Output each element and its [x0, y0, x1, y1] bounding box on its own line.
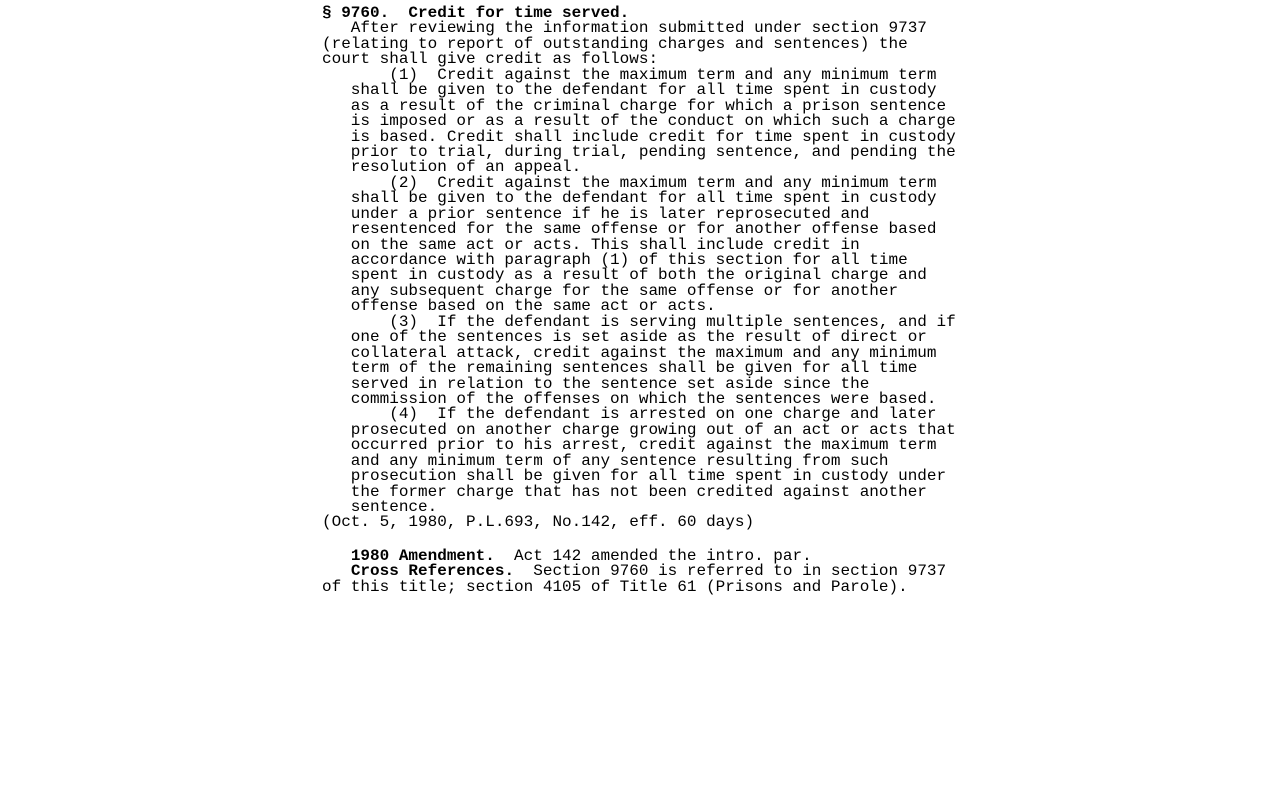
- cross-references-label: Cross References.: [350, 562, 515, 581]
- amendment-label: 1980 Amendment.: [350, 546, 495, 565]
- paragraph-line: prior to trial, during trial, pending sentence, and pending the: [322, 142, 956, 161]
- paragraph-line: resolution of an appeal.: [322, 158, 582, 177]
- paragraph-2: [322, 173, 982, 316]
- section-heading: § 9760. Credit for time served.: [322, 4, 630, 22]
- paragraph-line: under a prior sentence if he is later reprosecuted and: [322, 204, 870, 223]
- paragraph-line: (4) If the defendant is arrested on one charge and later: [322, 405, 937, 424]
- intro-line: court shall give credit as follows:: [322, 50, 659, 69]
- paragraph-line: accordance with paragraph (1) of this section for all time: [322, 251, 908, 269]
- paragraph-line: prosecution shall be given for all time spent in custody under: [322, 467, 947, 486]
- statute-document: [322, 6, 982, 595]
- paragraph-line: commission of the offenses on which the sentences were based.: [322, 389, 937, 408]
- intro-line: (relating to report of outstanding charges and sentences) the: [322, 34, 908, 53]
- paragraph-line: the former charge that has not been credited against another: [322, 482, 927, 501]
- paragraph-line: and any minimum term of any sentence resulting from such: [322, 451, 889, 470]
- intro-line: After reviewing the information submitted under section 9737: [322, 19, 927, 38]
- paragraph-line: on the same act or acts. This shall include credit in: [322, 235, 860, 254]
- cross-references-text: Section 9760 is referred to in section 9737: [514, 562, 947, 581]
- paragraph-line: collateral attack, credit against the maximum and any minimum: [322, 343, 937, 362]
- paragraph-line: spent in custody as a result of both the original charge and: [322, 266, 927, 285]
- paragraph-line: shall be given to the defendant for all time spent in custody: [322, 81, 937, 100]
- paragraph-1: [322, 65, 982, 177]
- history-note: (Oct. 5, 1980, P.L.693, No.142, eff. 60 days): [322, 513, 755, 532]
- paragraph-line: sentence.: [322, 498, 438, 516]
- paragraph-line: is based. Credit shall include credit for time spent in custody: [322, 127, 956, 146]
- paragraph-line: prosecuted on another charge growing out of an act or acts that: [322, 420, 956, 439]
- paragraph-line: any subsequent charge for the same offense or for another: [322, 281, 899, 300]
- paragraph-line: occurred prior to his arrest, credit against the maximum term: [322, 436, 937, 455]
- paragraph-line: offense based on the same act or acts.: [322, 297, 716, 316]
- amendment-text: Act 142 amended the intro. par.: [494, 546, 812, 565]
- paragraph-line: as a result of the criminal charge for which a prison sentence: [322, 96, 947, 115]
- section-intro: [322, 21, 982, 67]
- paragraph-3: [322, 312, 982, 408]
- paragraph-line: term of the remaining sentences shall be given for all time: [322, 359, 918, 378]
- paragraph-4: [322, 407, 982, 515]
- paragraph-line: one of the sentences is set aside as the result of direct or: [322, 328, 927, 347]
- paragraph-line: shall be given to the defendant for all time spent in custody: [322, 189, 937, 208]
- paragraph-line: (3) If the defendant is serving multiple sentences, and if: [322, 312, 956, 331]
- paragraph-line: resentenced for the same offense or for another offense based: [322, 220, 937, 239]
- paragraph-line: served in relation to the sentence set aside since the: [322, 374, 870, 393]
- paragraph-line: is imposed or as a result of the conduct on which such a charge: [322, 112, 956, 131]
- cross-references-continuation: of this title; section 4105 of Title 61 (Prisons and Parole).: [322, 577, 908, 596]
- paragraph-line: (1) Credit against the maximum term and any minimum term: [322, 65, 937, 84]
- paragraph-line: (2) Credit against the maximum term and any minimum term: [322, 173, 937, 192]
